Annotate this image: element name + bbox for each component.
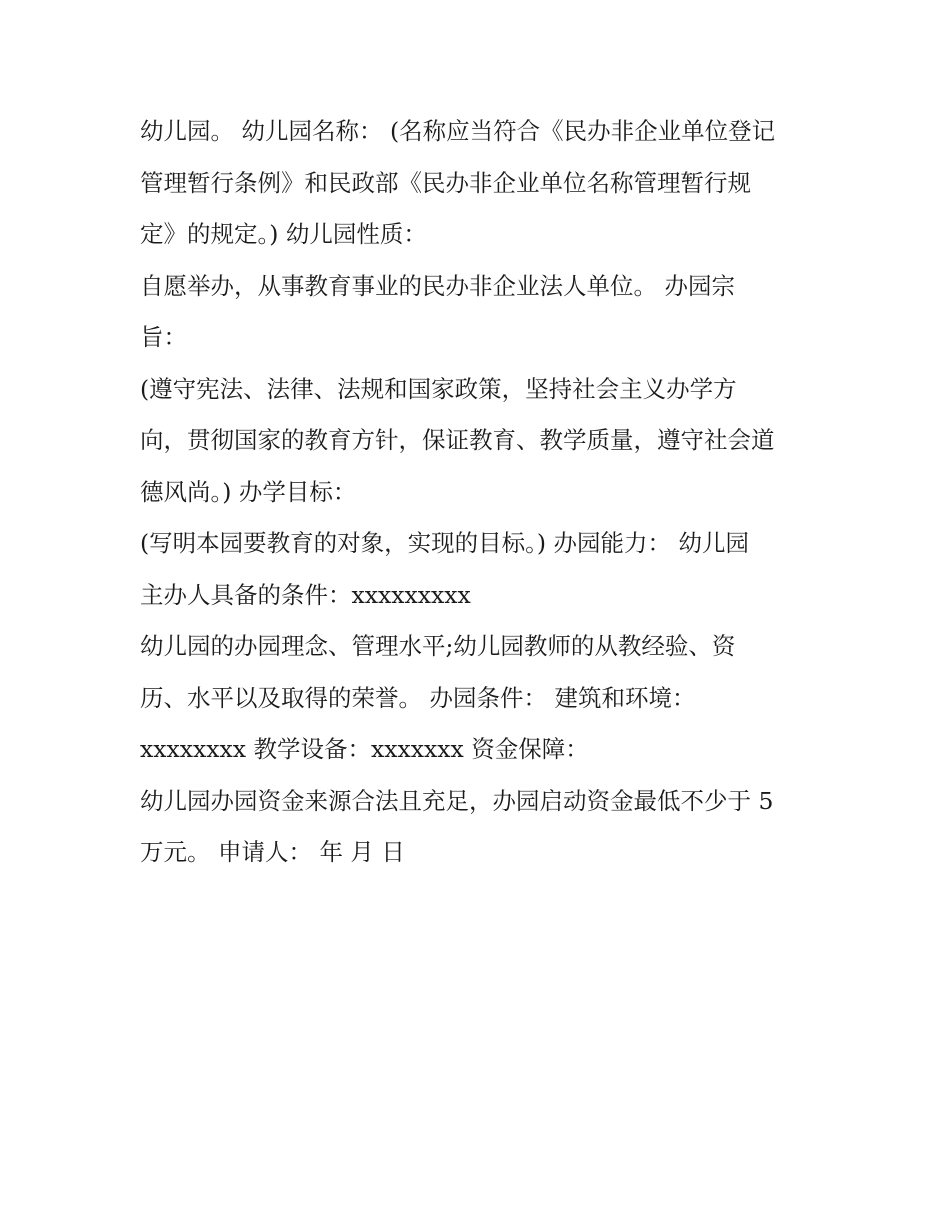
text-line: 自愿举办，从事教育事业的民办非企业法人单位。 办园宗 <box>140 271 735 300</box>
text-line: 德风尚。) 办学目标： <box>140 477 357 506</box>
text-line: 管理暂行条例》和民政部《民办非企业单位名称管理暂行规 <box>140 168 751 197</box>
text-line: 定》的规定。) 幼儿园性质： <box>140 220 427 248</box>
text-line: 幼儿园的办园理念、管理水平;幼儿园教师的从教经验、资 <box>140 632 736 660</box>
text-line: (写明本园要教育的对象，实现的目标。) 办园能力： 幼儿园 <box>140 529 750 557</box>
text-line: 向，贯彻国家的教育方针，保证教育、教学质量，遵守社会道 <box>140 426 775 454</box>
text-line: 主办人具备的条件：xxxxxxxxx <box>140 580 471 609</box>
text-line: 幼儿园办园资金来源合法且充足，办园启动资金最低不少于 5 <box>140 786 774 815</box>
text-line: 幼儿园。 幼儿园名称： (名称应当符合《民办非企业单位登记 <box>140 117 776 145</box>
text-line: 旨： <box>140 323 187 351</box>
text-line: 万元。 申请人： 年 月 日 <box>140 838 405 866</box>
document-body <box>140 106 820 879</box>
text-line: xxxxxxxx 教学设备：xxxxxxx 资金保障： <box>140 735 589 763</box>
text-line: 历、水平以及取得的荣誉。 办园条件： 建筑和环境： <box>140 683 696 712</box>
text-line: (遵守宪法、法律、法规和国家政策，坚持社会主义办学方 <box>140 374 737 403</box>
